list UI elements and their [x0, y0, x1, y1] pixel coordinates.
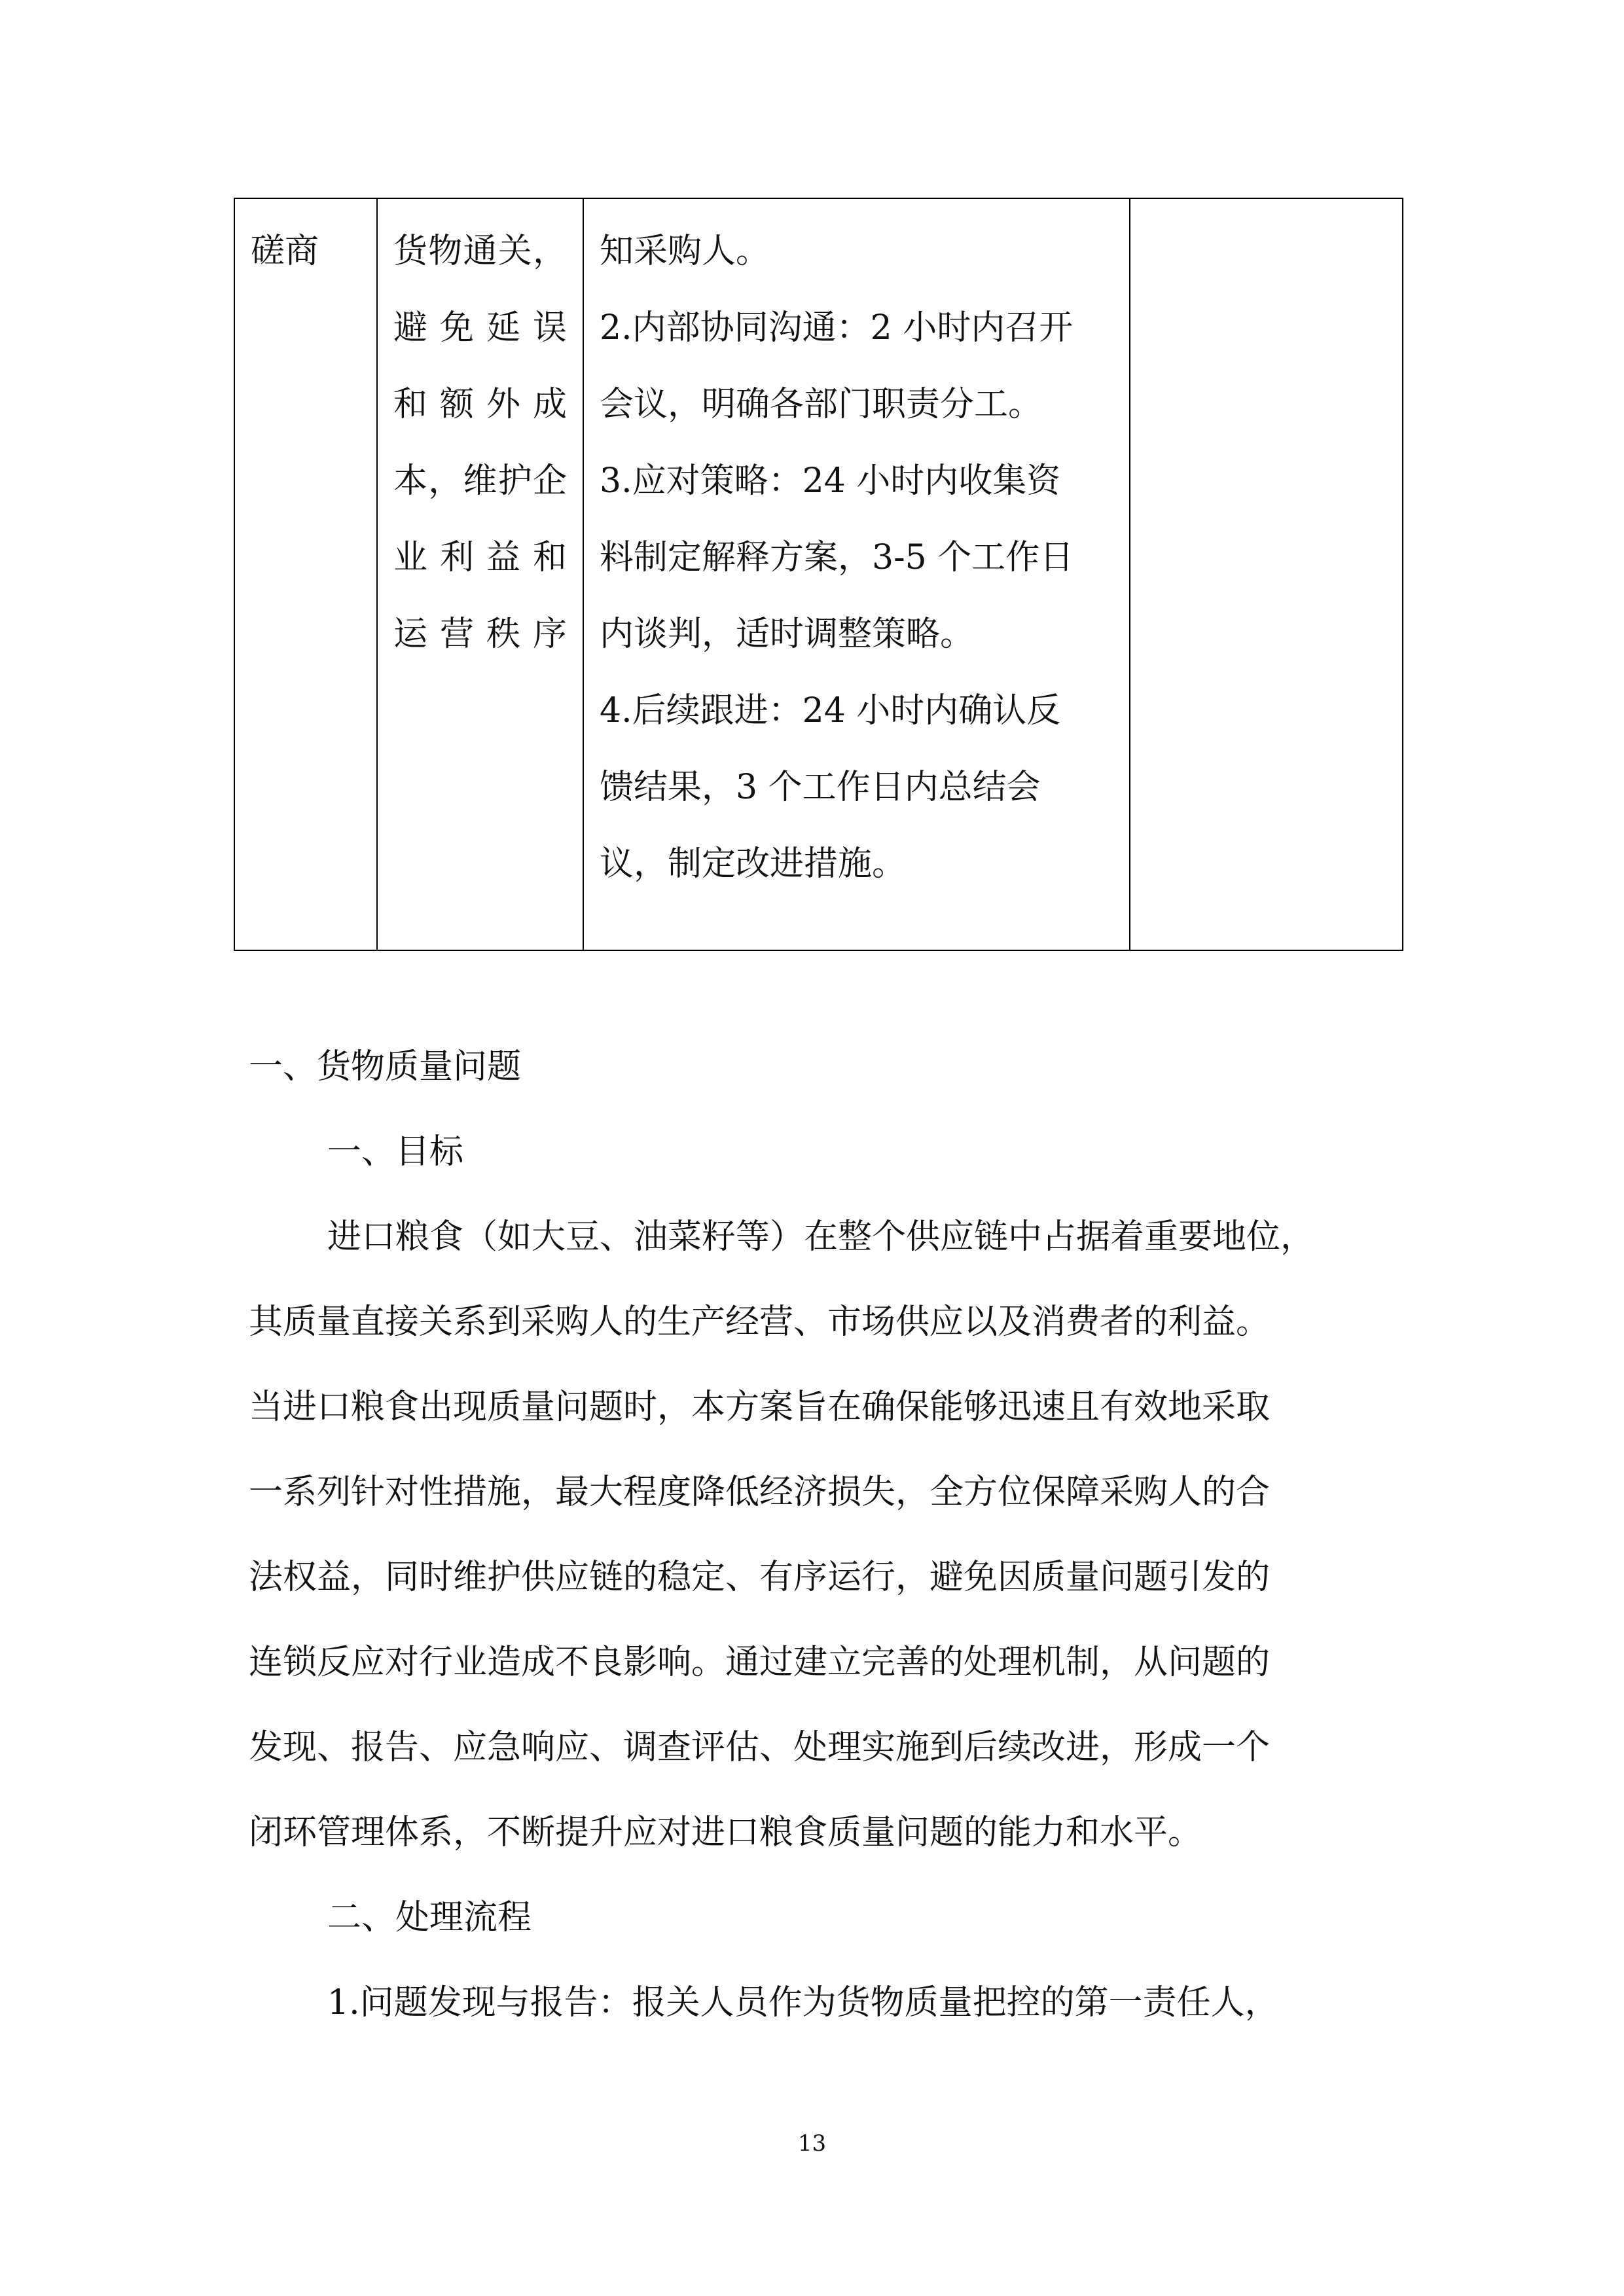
paragraph-line: 连锁反应对行业造成不良影响。通过建立完善的处理机制，从问题的 — [249, 1643, 1271, 1682]
table-row — [234, 198, 1403, 950]
paragraph-line: 发现、报告、应急响应、调查评估、处理实施到后续改进，形成一个 — [249, 1728, 1271, 1767]
goal-paragraph — [249, 1194, 1388, 1875]
subheading-goal: 一、目标 — [327, 1132, 464, 1172]
cell-line: 知采购人。 — [600, 232, 770, 271]
cell-line: 本，维护企 — [393, 461, 567, 501]
page-number: 13 — [797, 2130, 827, 2157]
section-text — [249, 1024, 1388, 2045]
table-cell-col4-empty — [1130, 198, 1403, 950]
process-item-1: 1.问题发现与报告：报关人员作为货物质量把控的第一责任人， — [327, 1983, 1279, 2022]
paragraph-line: 法权益，同时维护供应链的稳定、有序运行，避免因质量问题引发的 — [249, 1558, 1271, 1597]
cell-line: 货物通关， — [393, 232, 567, 271]
cell-line: 馈结果，3 个工作日内总结会 — [600, 768, 1041, 807]
section-heading: 一、货物质量问题 — [249, 1047, 522, 1086]
cell-line: 会议，明确各部门职责分工。 — [600, 385, 1043, 424]
paragraph-line: 一系列针对性措施，最大程度降低经济损失，全方位保障采购人的合 — [249, 1473, 1271, 1512]
table-cell-col3 — [583, 198, 1130, 950]
cell-line: 避免延误 — [393, 308, 567, 348]
cell-line: 2.内部协同沟通：2 小时内召开 — [600, 308, 1074, 348]
cell-line: 磋商 — [251, 232, 319, 271]
cell-line: 议，制定改进措施。 — [600, 844, 907, 884]
subheading-process: 二、处理流程 — [327, 1898, 532, 1937]
cell-line: 4.后续跟进：24 小时内确认反 — [600, 691, 1061, 730]
cell-line: 料制定解释方案，3-5 个工作日 — [600, 538, 1074, 577]
table-cell-col2 — [377, 198, 583, 950]
table-cell-col1 — [234, 198, 377, 950]
cell-line: 和额外成 — [393, 385, 567, 424]
cell-line: 运营秩序 — [393, 615, 567, 654]
cell-line: 业利益和 — [393, 538, 567, 577]
cell-line: 内谈判，适时调整策略。 — [600, 615, 975, 654]
paragraph-line: 闭环管理体系，不断提升应对进口粮食质量问题的能力和水平。 — [249, 1813, 1202, 1852]
paragraph-line: 当进口粮食出现质量问题时，本方案旨在确保能够迅速且有效地采取 — [249, 1388, 1271, 1427]
cell-line: 3.应对策略：24 小时内收集资 — [600, 461, 1061, 501]
paragraph-line: 其质量直接关系到采购人的生产经营、市场供应以及消费者的利益。 — [249, 1302, 1271, 1342]
paragraph-line: 进口粮食（如大豆、油菜籽等）在整个供应链中占据着重要地位， — [327, 1217, 1315, 1257]
continued-table — [234, 198, 1403, 951]
